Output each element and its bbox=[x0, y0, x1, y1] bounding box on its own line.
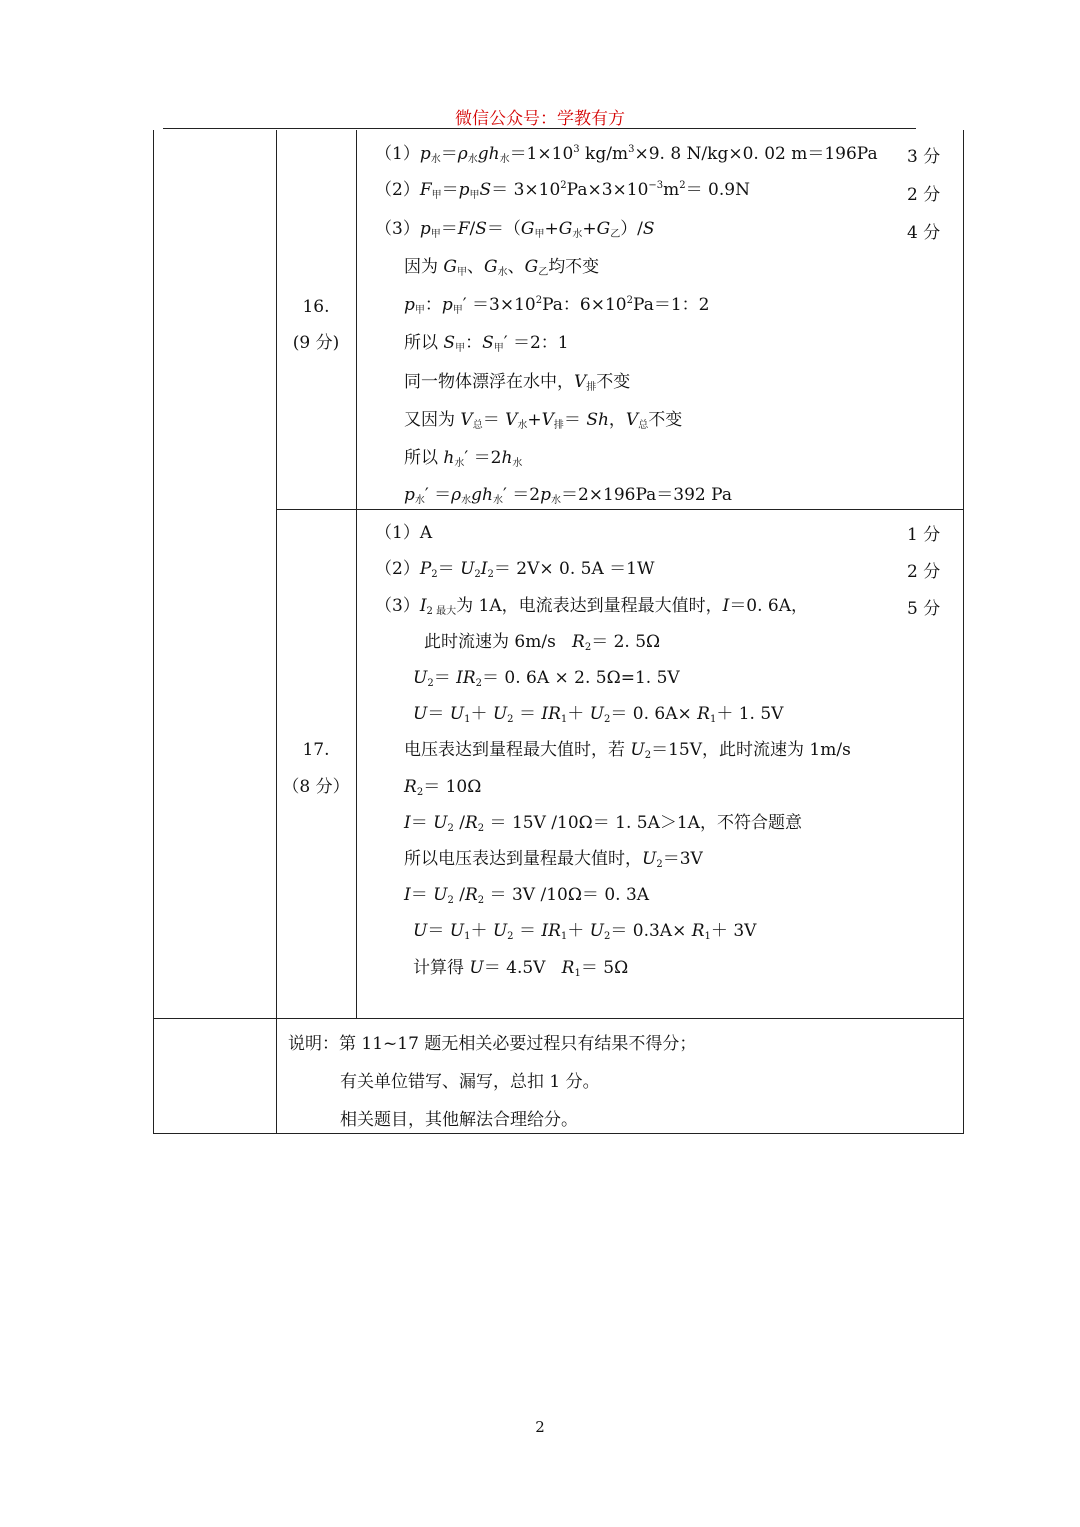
q16-line-8: 又因为 $V_总= V_水+V_排= Sh$，$V_总$不变 bbox=[404, 410, 683, 431]
q16-score-2: 2 分 bbox=[907, 185, 941, 205]
table-divider-question bbox=[276, 130, 277, 1133]
q17-line-3: $(3)I_{2 最大}$为 1A，电流表达到量程最大值时，I＝0. 6A， bbox=[375, 596, 809, 617]
table-border-left bbox=[153, 130, 154, 1133]
q17-score-3: 5 分 bbox=[907, 599, 941, 619]
q16-number: 16. bbox=[302, 297, 330, 317]
q17-line-2: $(2)P_2= U_2I_2= 2V\times 0$. 5A ＝1W bbox=[375, 559, 655, 580]
q16-line-3: $(3)p_甲=F/S=(G_甲+G_水+G_乙)/S$ bbox=[375, 219, 655, 240]
q16-line-6: 所以 $S_甲$：$S_甲' =2$：1 bbox=[404, 333, 569, 354]
q17-line-12: $U= U_1+ U_2 = IR_1+ U_2= 0.3A\times R_1+ 3V$ bbox=[413, 921, 757, 942]
note-line-3: 相关题目，其他解法合理给分。 bbox=[340, 1110, 578, 1130]
row-divider-16-17 bbox=[276, 509, 964, 510]
header-rule bbox=[163, 128, 916, 129]
q17-line-1: （1）A bbox=[375, 523, 433, 543]
q16-line-4: 因为 $G_甲$、$G_水$、$G_乙$均不变 bbox=[404, 257, 600, 278]
q16-line-2: $(2)F_甲=p_甲S= 3\times 10^2Pa\times 3\times 10^{-3}m^2= 0.9N$ bbox=[375, 180, 750, 201]
q17-number: 17. bbox=[302, 740, 330, 760]
q17-line-11: $I= U_2$ $/R_2 = 3V$ /10Ω＝ 0. 3A bbox=[404, 885, 650, 906]
q17-line-5: $U_2= IR_2= 0$. 6A × 2. 5Ω=1. 5V bbox=[413, 668, 680, 689]
q17-points: （8 分） bbox=[282, 777, 350, 797]
q17-line-9: $I= U_2$ $/R_2 = 15V$ /10Ω＝ 1. 5A＞1A，不符合题意 bbox=[404, 813, 802, 834]
q16-points: (9 分) bbox=[292, 333, 340, 353]
q16-line-7: 同一物体漂浮在水中，$V_排$不变 bbox=[404, 372, 631, 393]
table-divider-answer bbox=[356, 130, 357, 1018]
watermark-header: 微信公众号：学教有方 bbox=[455, 109, 625, 129]
q16-line-5: $p_甲$：$p_甲' =3\times 10^2Pa$：$6\times 10^2Pa=1$：2 bbox=[404, 295, 710, 316]
q17-line-4: 此时流速为 6m/s $R_2= 2$. 5Ω bbox=[424, 632, 661, 653]
q16-line-1: $(1)p_水=\rho_水gh_水=1\times 10^3$ $kg/m^3\times 9$. 8 N/kg×0. 02 m＝196Pa bbox=[375, 144, 878, 165]
note-line-1: 说明：第 11~17 题无相关必要过程只有结果不得分； bbox=[288, 1034, 697, 1054]
q17-line-8: $R_2= 10\Omega$ bbox=[404, 777, 482, 798]
table-border-bottom bbox=[153, 1133, 964, 1134]
q17-line-6: $U= U_1+ U_2 = IR_1+ U_2= 0$. $6A\times R_1+ 1$. 5V bbox=[413, 704, 784, 725]
table-border-right bbox=[963, 130, 964, 1133]
q16-score-1: 3 分 bbox=[907, 147, 941, 167]
q16-line-9: 所以 $h_水' =2h_水$ bbox=[404, 448, 523, 469]
q17-line-10: 所以电压表达到量程最大值时，$U_2=3V$ bbox=[404, 849, 703, 870]
row-divider-note bbox=[153, 1018, 964, 1019]
note-line-2: 有关单位错写、漏写，总扣 1 分。 bbox=[340, 1072, 600, 1092]
q17-line-7: 电压表达到量程最大值时，若 $U_2=15V$，此时流速为 1m/s bbox=[404, 740, 851, 761]
q17-score-2: 2 分 bbox=[907, 562, 941, 582]
q17-score-1: 1 分 bbox=[907, 525, 941, 545]
q16-line-10: $p_水' =\rho_水gh_水' =2p_水=2\times 196Pa=392$ Pa bbox=[404, 485, 732, 506]
page-number: 2 bbox=[535, 1418, 545, 1436]
q16-score-3: 4 分 bbox=[907, 223, 941, 243]
q17-line-13: 计算得 U＝ 4.5V $R_1= 5\Omega$ bbox=[413, 958, 629, 979]
